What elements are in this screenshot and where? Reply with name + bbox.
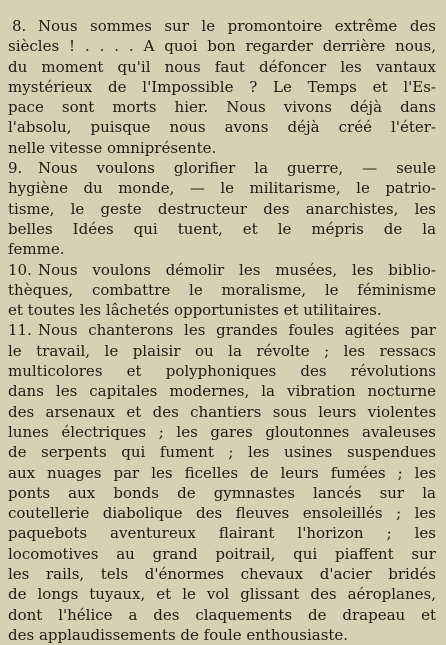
- text-line: de serpents qui fument ; les usines suspendues: [8, 443, 436, 462]
- text-line: de longs tuyaux, et le vol glissant des aéroplanes,: [8, 585, 436, 604]
- text-line: des arsenaux et des chantiers sous leurs violentes: [8, 402, 437, 421]
- text-line: les rails, tels d'énormes chevaux d'acier bridés: [8, 565, 436, 584]
- manifesto-item-8: [8, 16, 437, 158]
- item-number: 10.: [8, 260, 32, 279]
- manifesto-item-11: [8, 320, 437, 645]
- text-line: Nous chanterons les grandes foules agitées par: [38, 321, 436, 340]
- text-line: le travail, le plaisir ou la révolte ; les ressacs: [8, 341, 436, 360]
- text-line: femme.: [8, 240, 65, 259]
- text-line: du moment qu'il nous faut défoncer les vantaux: [8, 57, 436, 76]
- text-line: locomotives au grand poitrail, qui piaffent sur: [8, 544, 436, 563]
- text-line: dans les capitales modernes, la vibration nocturne: [8, 382, 436, 401]
- item-number: 11.: [8, 321, 32, 340]
- text-line: aux nuages par les ficelles de leurs fumées ; les: [8, 463, 437, 482]
- text-line: ponts aux bonds de gymnastes lancés sur la: [8, 483, 436, 502]
- text-line: mystérieux de l'Impossible ? Le Temps et l'Es-: [8, 77, 436, 96]
- text-line: et toutes les lâchetés opportunistes et utilitaires.: [8, 301, 382, 320]
- text-line: siècles ! . . . . A quoi bon regarder derrière nous,: [8, 37, 437, 56]
- manifesto-item-10: [8, 260, 434, 321]
- item-body: [8, 158, 437, 259]
- text-line: nelle vitesse omniprésente.: [8, 138, 217, 157]
- item-number: 9.: [8, 159, 23, 178]
- item-number: 8.: [12, 17, 27, 35]
- item-body: [8, 16, 437, 158]
- text-line: multicolores et polyphoniques des révolutions: [8, 362, 436, 381]
- text-line: lunes électriques ; les gares gloutonnes avaleuses: [8, 422, 436, 441]
- text-line: thèques, combattre le moralisme, le féminisme: [8, 280, 436, 299]
- text-line: hygiène du monde, — le militarisme, le patrio-: [8, 179, 436, 198]
- text-line: belles Idées qui tuent, et le mépris de la: [8, 219, 437, 238]
- text-line: paquebots aventureux flairant l'horizon ; les: [8, 524, 436, 543]
- text-line: Nous sommes sur le promontoire extrême des: [38, 17, 437, 35]
- text-line: dont l'hélice a des claquements de drapeau et: [8, 605, 437, 624]
- text-line: coutellerie diabolique des fleuves ensoleillés ; les: [8, 504, 436, 523]
- text-line: pace sont morts hier. Nous vivons déjà dans: [8, 98, 436, 117]
- text-line: Nous voulons glorifier la guerre, — seule: [38, 159, 437, 178]
- text-line: l'absolu, puisque nous avons déjà créé l'éter-: [8, 118, 436, 137]
- text-line: tisme, le geste destructeur des anarchistes, les: [8, 199, 437, 218]
- text-line: Nous voulons démolir les musées, les biblio-: [38, 260, 436, 279]
- text-line: des applaudissements de foule enthousiaste.: [8, 625, 349, 644]
- manifesto-item-9: [8, 158, 437, 259]
